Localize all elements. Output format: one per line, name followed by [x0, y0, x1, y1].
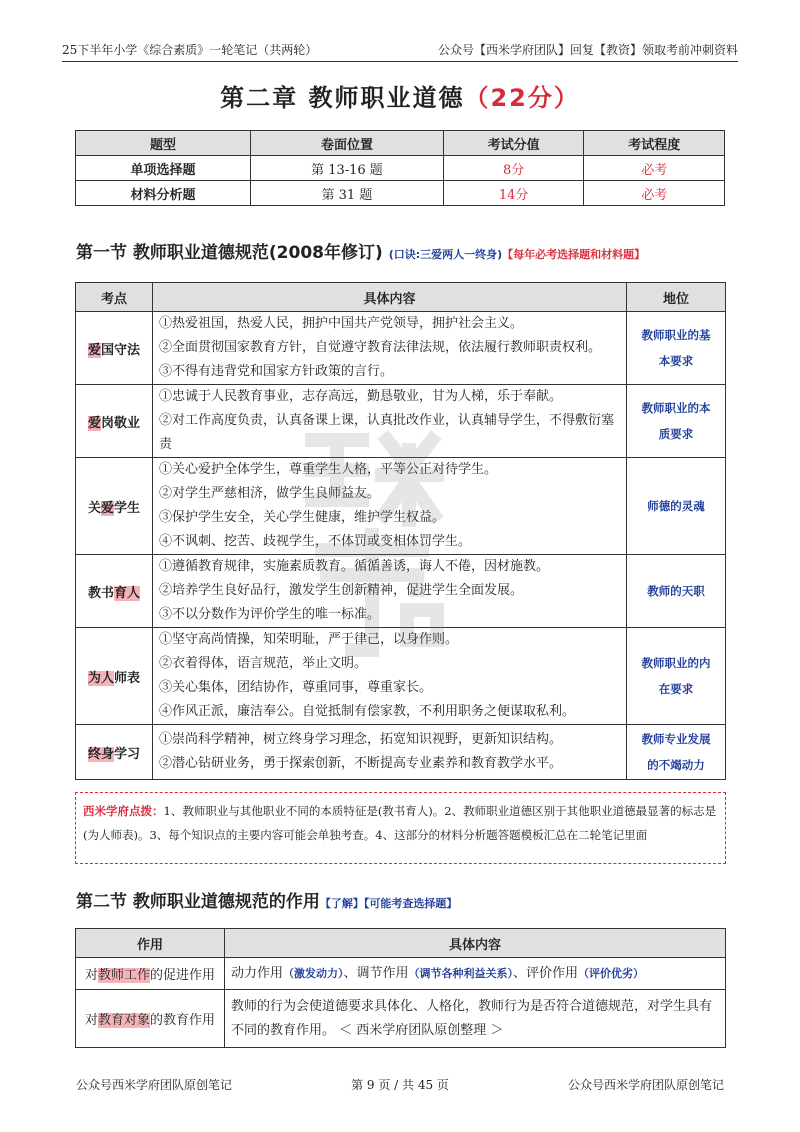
- footer-left: 公众号西米学府团队原创笔记: [76, 1078, 233, 1092]
- question-level: 必考: [584, 156, 725, 181]
- key-point-highlight: 育人: [114, 585, 141, 601]
- key-point: 终身学习: [76, 725, 153, 780]
- key-point: 为人师表: [76, 628, 153, 725]
- question-level: 必考: [584, 181, 725, 206]
- chapter-title: [0, 78, 800, 113]
- content-cell: [153, 725, 627, 780]
- question-type: 材料分析题: [76, 181, 251, 206]
- question-score: 8分: [443, 156, 584, 181]
- content-item: ③不以分数作为评价学生的唯一标准。: [159, 607, 381, 622]
- header-right: 公众号【西米学府团队】回复【教资】领取考前冲刺资料: [437, 43, 738, 57]
- table-row: [76, 725, 726, 780]
- section1-heading: [76, 238, 645, 263]
- content-item: ③保护学生安全，关心学生健康，维护学生权益。: [159, 510, 446, 525]
- header-cell: 具体内容: [225, 929, 726, 958]
- key-point: 教书育人: [76, 555, 153, 628]
- content-item: ①关心爱护全体学生，尊重学生人格，平等公正对待学生。: [159, 462, 498, 477]
- page-number: 第 9 页 / 共 45 页: [351, 1078, 449, 1092]
- status-cell: 教师职业的本 质要求: [627, 385, 726, 458]
- footer-right: 公众号西米学府团队原创笔记: [567, 1078, 724, 1092]
- role-table: [75, 928, 726, 1048]
- key-point-highlight: 爱: [87, 342, 101, 358]
- status-cell: 教师职业的基 本要求: [627, 312, 726, 385]
- content-cell: 教师的行为会使道德要求具体化、人格化，教师行为是否符合道德规范，对学生具有不同的教育作用。 ＜ 西米学府团队原创整理 ＞: [225, 990, 726, 1048]
- section2-heading: [76, 887, 457, 912]
- table-row: [76, 312, 726, 385]
- content-item: ②对工作高度负责，认真备课上课，认真批改作业，认真辅导学生，不得敷衍塞责: [159, 413, 615, 452]
- content-item: ②培养学生良好品行，激发学生创新精神，促进学生全面发展。: [159, 583, 524, 598]
- content-cell: 动力作用（激发动力）、调节作用（调节各种利益关系）、评价作用（评价优劣）: [225, 958, 726, 990]
- watermark-logo-icon: [292, 420, 452, 670]
- content-cell: [153, 312, 627, 385]
- table-row: [76, 156, 725, 181]
- function-cell: 对教师工作的促进作用: [76, 958, 225, 990]
- content-item: ②潜心钻研业务，勇于探索创新，不断提高专业素养和教育教学水平。: [159, 756, 563, 771]
- content-item: ②对学生严慈相济，做学生良师益友。: [159, 486, 381, 501]
- content-item: ②全面贯彻国家教育方针，自觉遵守教育法律法规，依法履行教师职责权利。: [159, 340, 602, 355]
- key-point-highlight: 爱: [100, 500, 114, 516]
- page-footer: [76, 1076, 724, 1093]
- header-cell: 考试程度: [584, 131, 725, 156]
- page-header: [62, 36, 738, 62]
- header-cell: 考试分值: [443, 131, 584, 156]
- table-header-row: [76, 283, 726, 312]
- section2-tag-exam: 【可能考查选择题】: [363, 897, 458, 910]
- content-item: ①崇尚科学精神，树立终身学习理念，拓宽知识视野，更新知识结构。: [159, 732, 563, 747]
- function-cell: 对教育对象的教育作用: [76, 990, 225, 1048]
- content-item: ④作风正派，廉洁奉公。自觉抵制有偿家教，不利用职务之便谋取私利。: [159, 704, 576, 719]
- content-item: ①忠诚于人民教育事业，志存高远，勤恳敬业，甘为人梯，乐于奉献。: [159, 389, 563, 404]
- section1-mnemonic: (口诀:三爱两人一终身): [388, 248, 503, 261]
- header-cell: 具体内容: [153, 283, 627, 312]
- section1-exam-note: 【每年必考选择题和材料题】: [502, 248, 646, 261]
- exam-info-table: [75, 130, 725, 206]
- table-row: [76, 181, 725, 206]
- key-point: 爱国守法: [76, 312, 153, 385]
- header-cell: 题型: [76, 131, 251, 156]
- key-point-highlight: 为人: [87, 670, 114, 686]
- table-header-row: [76, 929, 726, 958]
- function-highlight: 教师工作: [97, 968, 150, 983]
- key-point: 爱岗敬业: [76, 385, 153, 458]
- section1-title: 第一节 教师职业道德规范(2008年修订): [76, 243, 383, 263]
- status-cell: 教师的天职: [627, 555, 726, 628]
- content-item: ①遵循教育规律，实施素质教育。循循善诱，诲人不倦，因材施教。: [159, 559, 550, 574]
- content-item: ③不得有违背党和国家方针政策的言行。: [159, 364, 394, 379]
- key-point-highlight: 终身: [87, 746, 114, 762]
- chapter-points: （22分）: [464, 84, 580, 112]
- tip-box: [75, 792, 726, 864]
- question-position: 第 13-16 题: [251, 156, 444, 181]
- header-cell: 地位: [627, 283, 726, 312]
- header-left: 25下半年小学《综合素质》一轮笔记（共两轮）: [62, 43, 318, 57]
- table-row: [76, 990, 726, 1048]
- header-cell: 卷面位置: [251, 131, 444, 156]
- tip-text: 1、教师职业与其他职业不同的本质特征是(教书育人)。2、教师职业道德区别于其他职业道德最显著的标志是(为人师表)。3、每个知识点的主要内容可能会单独考查。4、这部分的材料分析题答题模板汇总在二轮笔记里面: [83, 804, 717, 842]
- question-position: 第 31 题: [251, 181, 444, 206]
- content-item: ④不讽刺、挖苦、歧视学生，不体罚或变相体罚学生。: [159, 534, 472, 549]
- table-header-row: [76, 131, 725, 156]
- header-cell: 考点: [76, 283, 153, 312]
- status-cell: 教师职业的内 在要求: [627, 628, 726, 725]
- key-point-highlight: 爱: [87, 415, 101, 431]
- key-point: 关爱学生: [76, 458, 153, 555]
- table-row: [76, 958, 726, 990]
- section2-title: 第二节 教师职业道德规范的作用: [76, 892, 320, 912]
- content-item: ①坚守高尚情操，知荣明耻，严于律己，以身作则。: [159, 632, 459, 647]
- question-score: 14分: [443, 181, 584, 206]
- tip-label: 西米学府点拨：: [83, 804, 164, 818]
- section2-tag-understand: 【了解】: [319, 897, 364, 910]
- content-item: ②衣着得体，语言规范，举止文明。: [159, 656, 368, 671]
- question-type: 单项选择题: [76, 156, 251, 181]
- content-item: ①热爱祖国，热爱人民，拥护中国共产党领导，拥护社会主义。: [159, 316, 524, 331]
- chapter-title-text: 第二章 教师职业道德: [220, 84, 465, 112]
- status-cell: 教师专业发展 的不竭动力: [627, 725, 726, 780]
- content-item: ③关心集体，团结协作，尊重同事，尊重家长。: [159, 680, 433, 695]
- function-highlight: 教育对象: [97, 1013, 150, 1028]
- status-cell: 师德的灵魂: [627, 458, 726, 555]
- header-cell: 作用: [76, 929, 225, 958]
